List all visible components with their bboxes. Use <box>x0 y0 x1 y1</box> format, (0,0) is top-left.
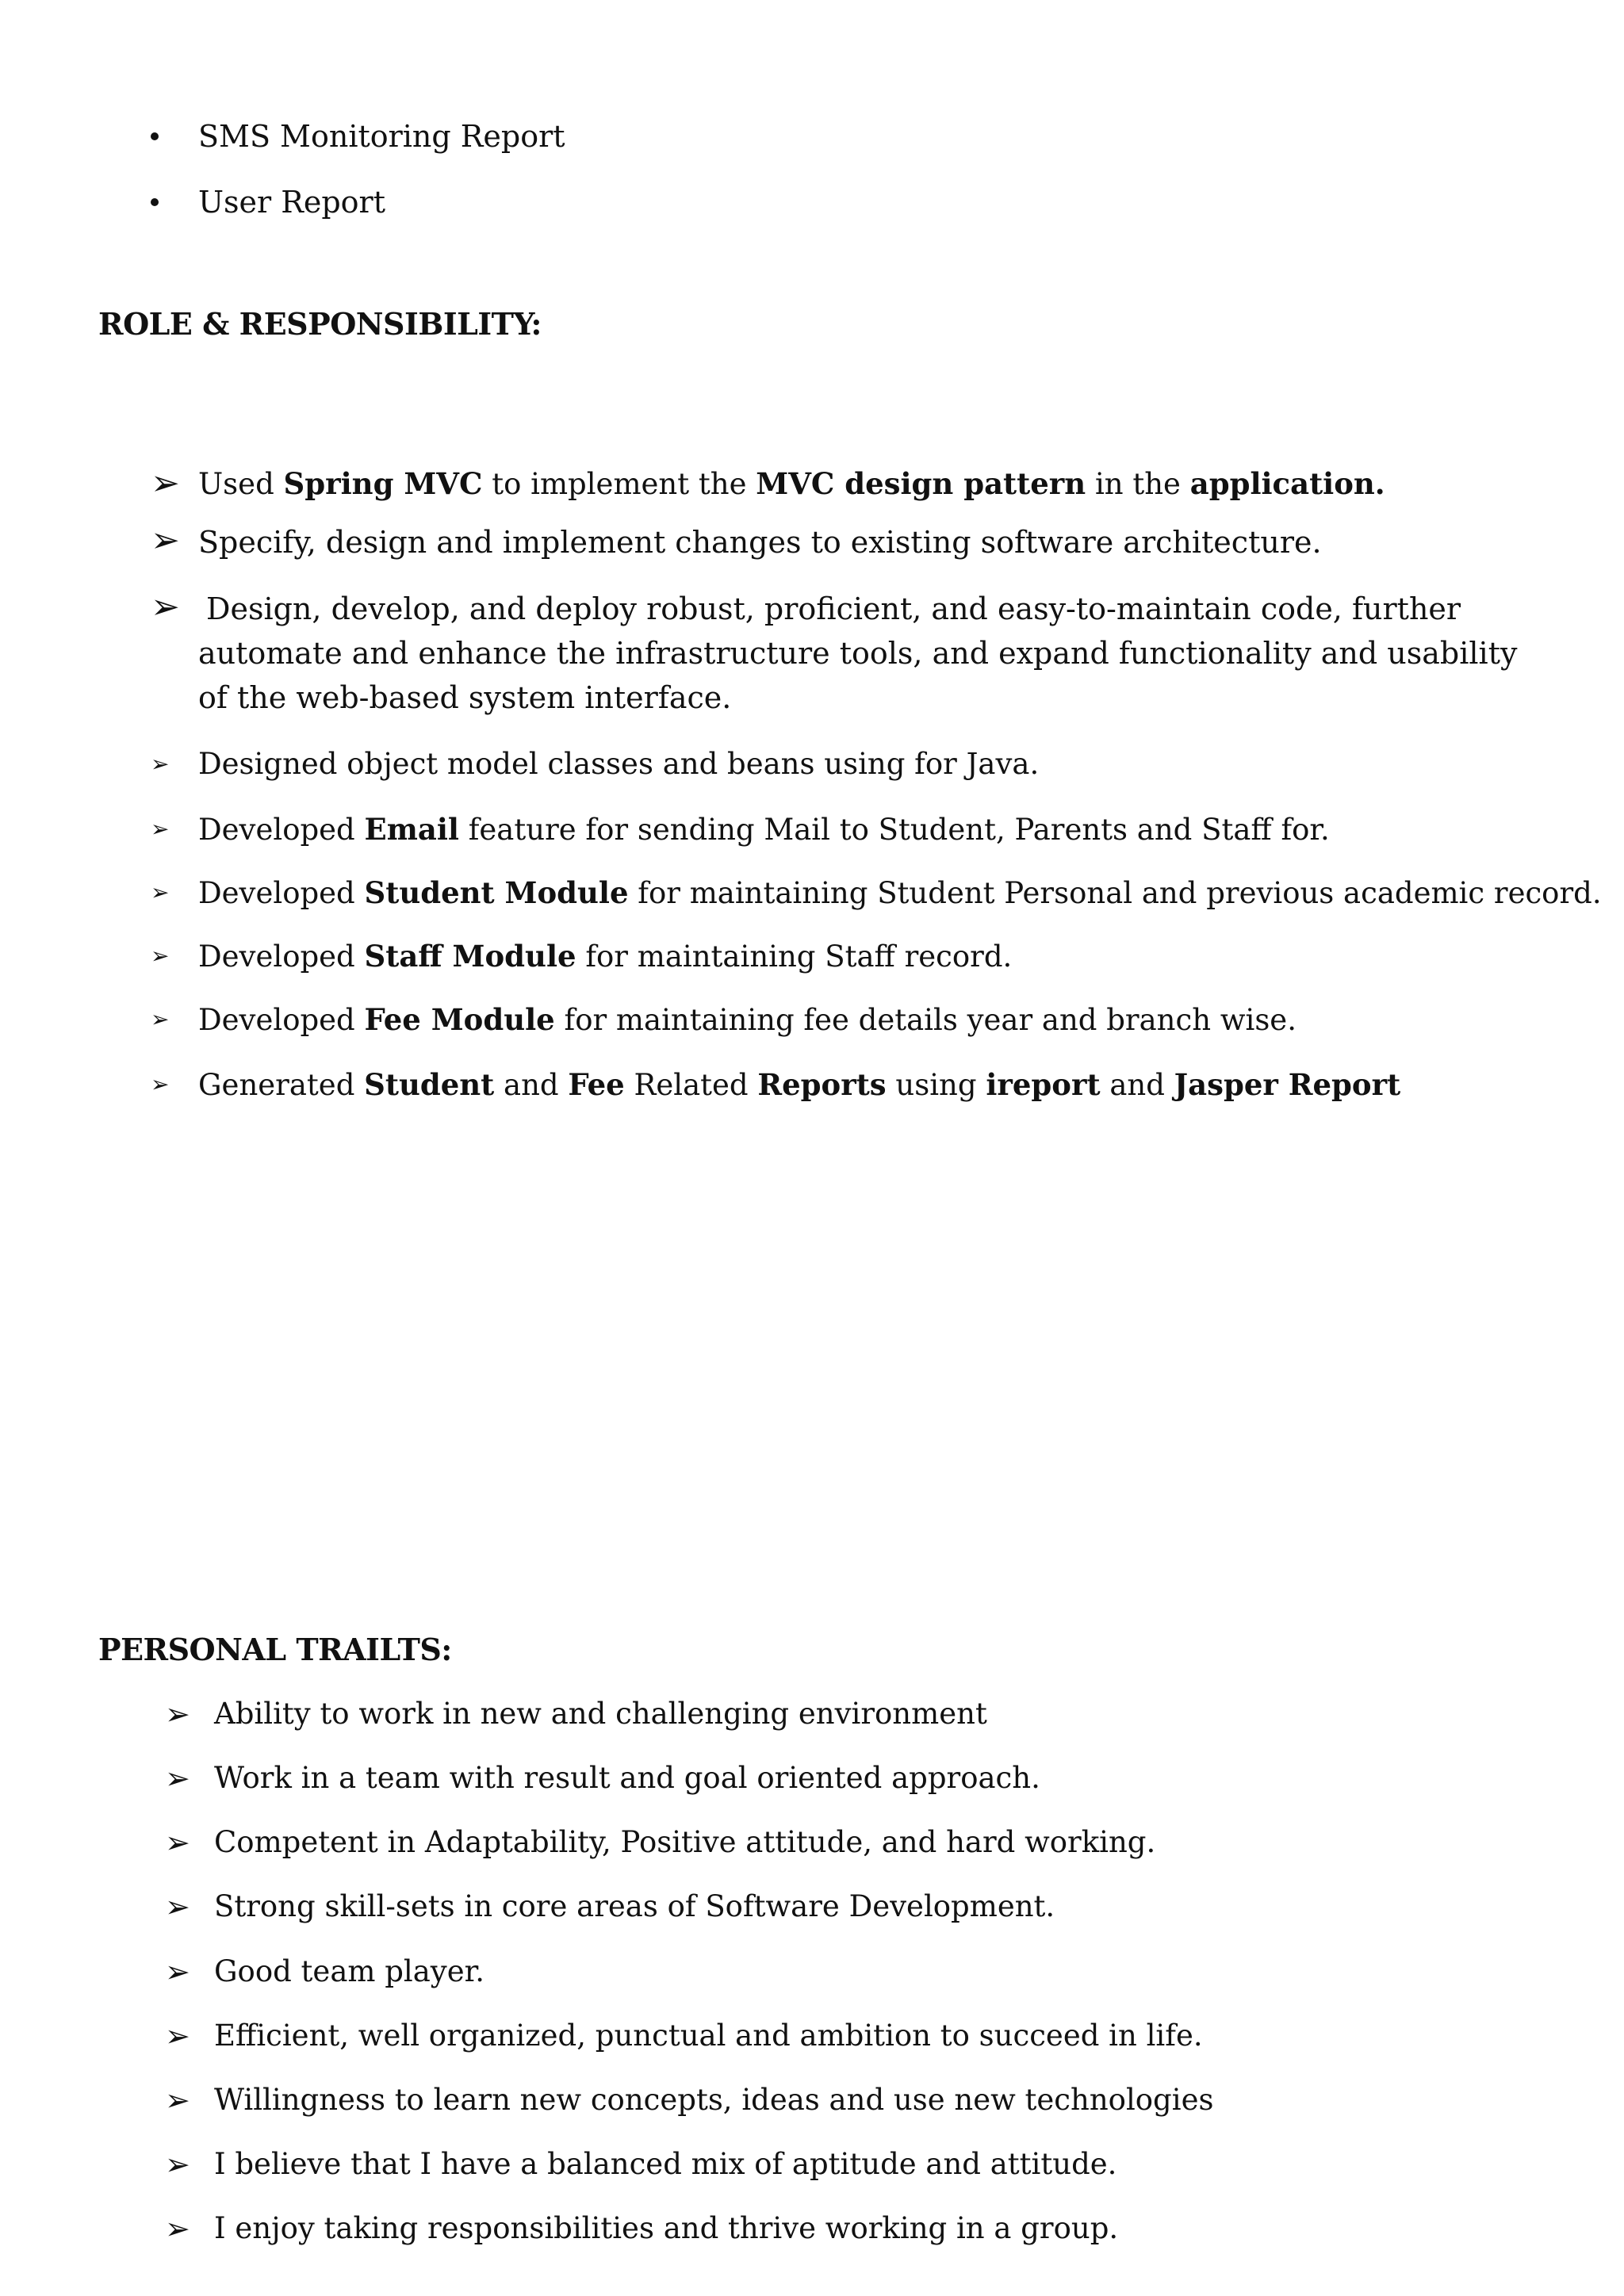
list-item-text: I believe that I have a balanced mix of aptitude and attitude. <box>214 2147 1117 2181</box>
list-item-text: Strong skill-sets in core areas of Software Development. <box>214 1889 1055 1923</box>
list-item-text: SMS Monitoring Report <box>198 119 565 154</box>
list-item-text: Developed Staff Module for maintaining Staff record. <box>198 939 1013 974</box>
list-item-text: Used Spring MVC to implement the MVC design pattern in the application. <box>198 466 1385 501</box>
arrow-bullet-icon: ➢ <box>151 1071 170 1097</box>
list-item <box>0 1069 1624 1104</box>
arrow-bullet-icon: ➢ <box>165 1761 190 1796</box>
list-item-text: Generated Student and Fee Related Reports using ireport and Jasper Report <box>198 1067 1401 1102</box>
list-item <box>0 2147 1624 2183</box>
arrow-bullet-icon: ➢ <box>165 1889 190 1924</box>
role-heading: ROLE & RESPONSIBILITY: <box>98 306 542 342</box>
list-item <box>0 1761 1624 1797</box>
list-item-text: Work in a team with result and goal oriented approach. <box>214 1761 1040 1795</box>
list-item-text: User Report <box>198 185 385 220</box>
list-item <box>0 2083 1624 2119</box>
list-item <box>0 1697 1624 1733</box>
arrow-bullet-icon: ➢ <box>151 751 170 777</box>
list-item-text: Designed object model classes and beans using for Java. <box>198 747 1040 781</box>
arrow-bullet-icon: ➢ <box>151 1006 170 1032</box>
list-item-text: Design, develop, and deploy robust, proficient, and easy-to-maintain code, further automate and enhance the infrastructure tools, and expand functionality and usability of the web-based system interface. <box>198 591 1518 715</box>
list-item-text: Developed Email feature for sending Mail to Student, Parents and Staff for. <box>198 812 1330 847</box>
arrow-bullet-icon: ➢ <box>165 2019 190 2053</box>
list-item-text: Willingness to learn new concepts, ideas and use new technologies <box>214 2083 1214 2117</box>
list-item-text: Ability to work in new and challenging environment <box>214 1697 987 1731</box>
list-item <box>0 813 1624 848</box>
list-item <box>0 2019 1624 2055</box>
list-item-text: Efficient, well organized, punctual and ambition to succeed in life. <box>214 2019 1203 2053</box>
arrow-bullet-icon: ➢ <box>151 879 170 905</box>
list-item-text: Developed Fee Module for maintaining fee details year and branch wise. <box>198 1002 1297 1037</box>
list-item <box>0 1889 1624 1926</box>
arrow-bullet-icon: ➢ <box>165 1825 190 1860</box>
list-item <box>0 1004 1624 1039</box>
arrow-bullet-icon: ➢ <box>165 1954 190 1989</box>
list-item-text: I enjoy taking responsibilities and thrive working in a group. <box>214 2211 1119 2245</box>
list-item-text: Specify, design and implement changes to existing software architecture. <box>198 525 1322 560</box>
list-item <box>0 2211 1624 2248</box>
list-item <box>0 940 1624 975</box>
list-item <box>0 1954 1624 1991</box>
dot-bullet-icon <box>151 198 159 206</box>
list-item <box>0 877 1624 912</box>
list-item <box>0 587 1624 733</box>
list-item <box>0 463 1624 503</box>
list-item-text: Developed Student Module for maintaining Student Personal and previous academic record. <box>198 875 1602 910</box>
list-item-text: Good team player. <box>214 1954 485 1988</box>
list-item <box>0 520 1624 561</box>
arrow-bullet-icon: ➢ <box>151 816 170 842</box>
arrow-bullet-icon: ➢ <box>165 2211 190 2246</box>
list-item-text: Competent in Adaptability, Positive attitude, and hard working. <box>214 1825 1156 1859</box>
arrow-bullet-icon: ➢ <box>165 2083 190 2118</box>
arrow-bullet-icon: ➢ <box>151 520 180 561</box>
arrow-bullet-icon: ➢ <box>165 2147 190 2182</box>
dot-bullet-icon <box>151 132 159 140</box>
arrow-bullet-icon: ➢ <box>165 1697 190 1732</box>
list-item <box>0 748 1624 783</box>
arrow-bullet-icon: ➢ <box>151 587 180 627</box>
arrow-bullet-icon: ➢ <box>151 943 170 969</box>
traits-heading: PERSONAL TRAILTS: <box>98 1632 452 1667</box>
arrow-bullet-icon: ➢ <box>151 463 180 503</box>
list-item <box>0 1825 1624 1862</box>
